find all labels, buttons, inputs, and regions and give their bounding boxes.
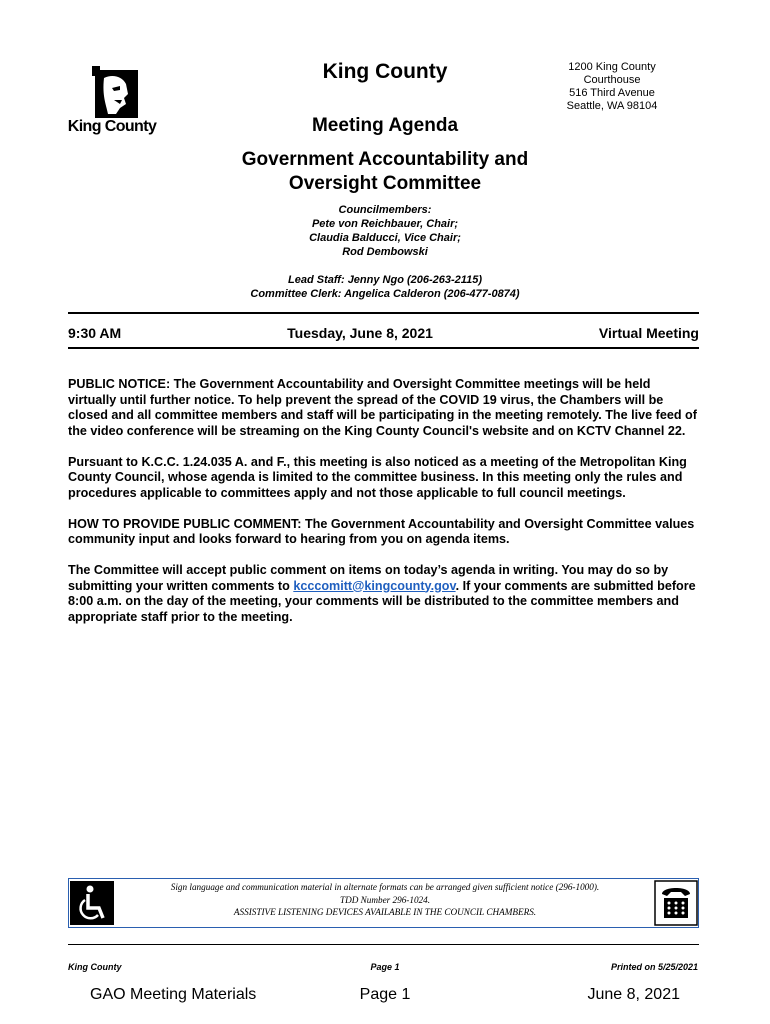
committee-clerk: Committee Clerk: Angelica Calderon (206-477-0874) — [250, 288, 520, 300]
wheelchair-icon — [70, 881, 114, 925]
footer-page: Page 1 — [370, 962, 400, 972]
public-comment-paragraph: HOW TO PROVIDE PUBLIC COMMENT: The Government Accountability and Oversight Committee values community input and looks forward to hearing from you on agenda items. — [68, 516, 695, 546]
address-line: Courthouse — [583, 74, 641, 86]
package-title: GAO Meeting Materials — [90, 986, 257, 1003]
address-line: 516 Third Avenue — [569, 87, 655, 99]
address-line: Seattle, WA 98104 — [566, 100, 658, 112]
agenda-title: Meeting Agenda — [311, 115, 459, 136]
email-link[interactable]: kcccomitt@kingcounty.gov — [293, 578, 456, 593]
package-date: June 8, 2021 — [587, 986, 680, 1003]
meeting-time: 9:30 AM — [68, 325, 122, 341]
comment-text-after: . If your comments are submitted before 8:00 a.m. on the day of the meeting, your comments will be distributed to the committee members and appropriate staff prior to the meeting. — [68, 578, 696, 624]
package-page: Page 1 — [359, 986, 411, 1003]
divider-top — [68, 312, 699, 314]
public-notice-paragraph: PUBLIC NOTICE: The Government Accountability and Oversight Committee meetings will be held virtually until further notice. To help prevent the spread of the COVID 19 virus, the Chambers will be closed and all committee members and staff will be participating in the meeting remotely. The live feed of the video conference will be streaming on the King County Council's website and on KCTV Channel 22. — [68, 377, 697, 438]
notice-line: Sign language and communication material in alternate formats can be arranged given sufficient notice (296-1000). — [170, 882, 600, 892]
member-line: Rod Dembowski — [342, 246, 428, 258]
tdd-phone-icon — [655, 881, 697, 925]
councilmembers — [0, 203, 770, 259]
kcc-paragraph: Pursuant to K.C.C. 1.24.035 A. and F., this meeting is also noticed as a meeting of the Metropolitan King County Council, whose agenda is limited to the committee business. In this meeting only the rules and procedures applicable to committees apply and not those applicable to full council meetings. — [68, 454, 687, 500]
meeting-date: Tuesday, June 8, 2021 — [287, 325, 433, 341]
footer-divider — [68, 944, 699, 945]
address-block — [552, 61, 672, 113]
footer-org: King County — [68, 962, 122, 972]
member-line: Pete von Reichbauer, Chair; — [311, 218, 459, 230]
members-heading: Councilmembers: — [338, 204, 432, 216]
committee-line: Government Accountability and — [241, 149, 529, 170]
staff-block — [0, 273, 770, 301]
committee-line: Oversight Committee — [288, 173, 482, 194]
logo-text: King County — [67, 118, 157, 135]
accessibility-notice-text — [130, 881, 640, 919]
meeting-location: Virtual Meeting — [598, 325, 699, 341]
agenda-body — [68, 377, 699, 641]
committee-name — [0, 148, 770, 196]
notice-line: TDD Number 296-1024. — [339, 894, 431, 905]
notice-line: ASSISTIVE LISTENING DEVICES AVAILABLE IN THE COUNCIL CHAMBERS. — [233, 907, 537, 917]
member-line: Claudia Balducci, Vice Chair; — [309, 232, 461, 244]
meeting-info-row — [68, 325, 699, 341]
written-comment-paragraph — [68, 563, 699, 625]
comment-text-before: The Committee will accept public comment on items on today’s agenda in writing. You may do so by submitting your written comments to — [68, 563, 669, 593]
lead-staff: Lead Staff: Jenny Ngo (206-263-2115) — [288, 274, 482, 286]
org-name: King County — [322, 60, 448, 83]
divider-bottom — [68, 347, 699, 349]
footer-printed-date: Printed on 5/25/2021 — [610, 962, 698, 972]
address-line: 1200 King County — [568, 61, 656, 73]
